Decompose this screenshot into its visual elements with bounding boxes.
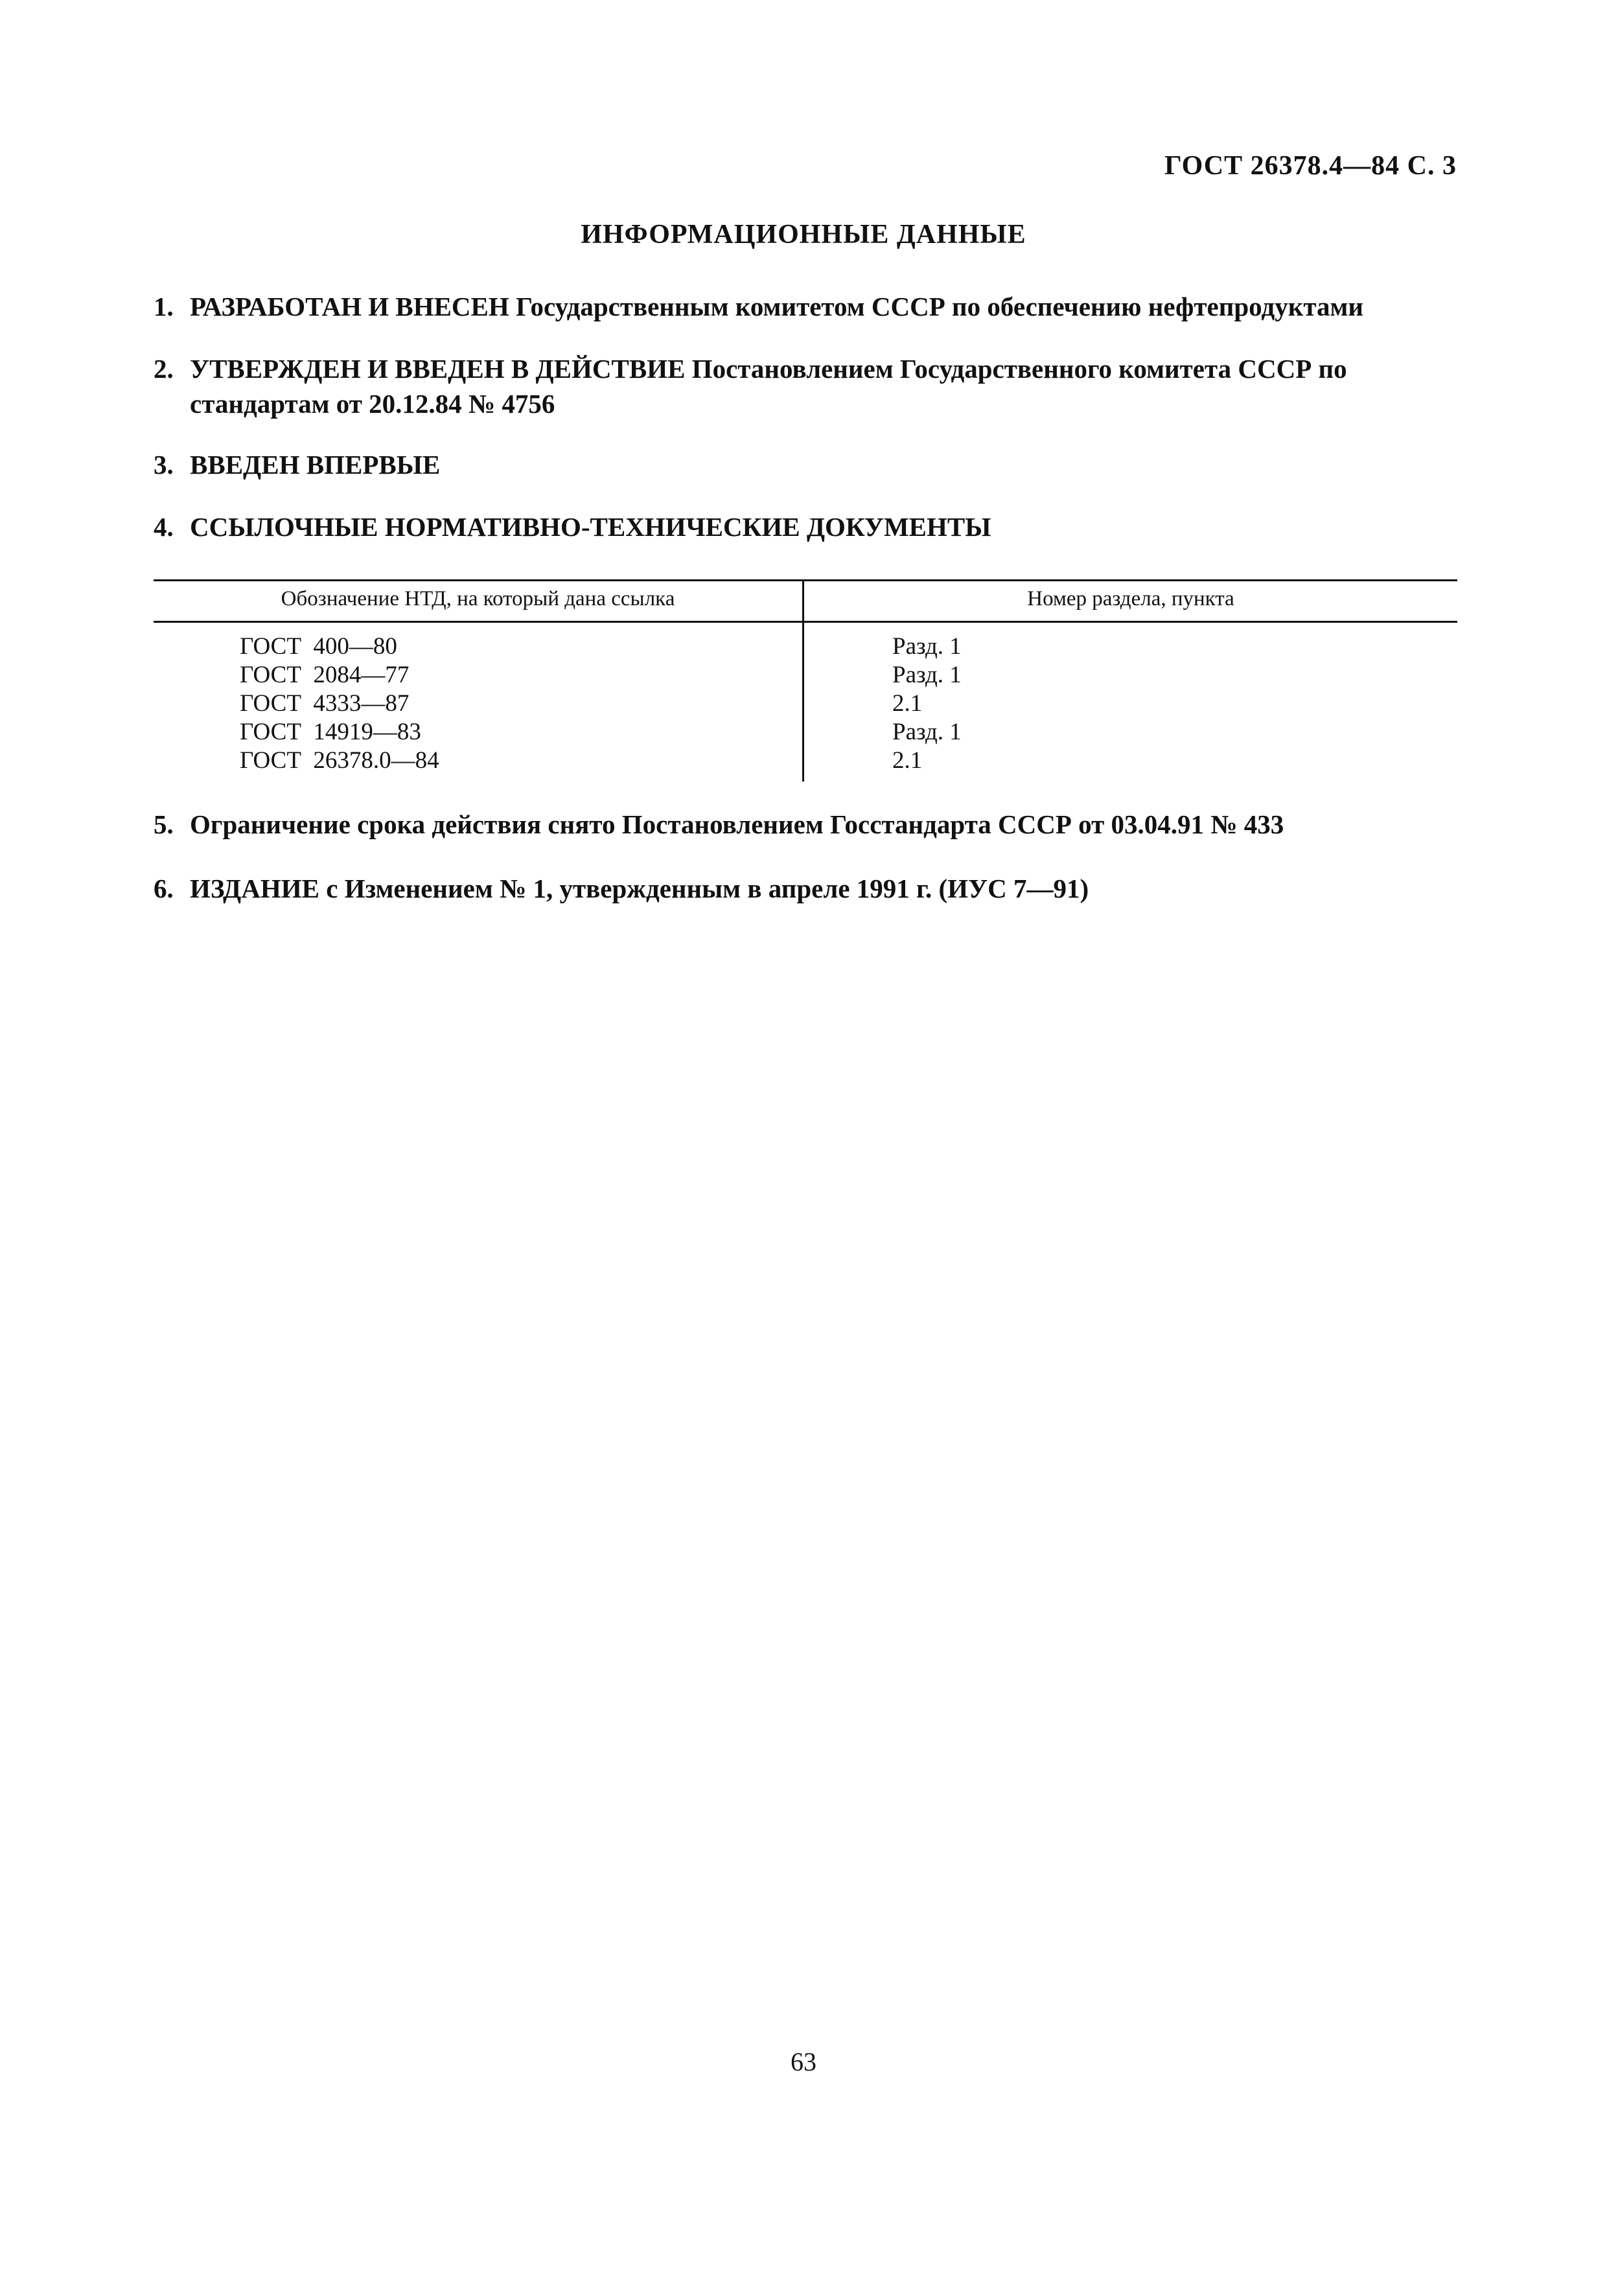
item-number: 1.	[154, 292, 174, 321]
item-number: 3.	[154, 450, 174, 480]
item-number: 4.	[154, 512, 174, 542]
item-text: ВВЕДЕН ВПЕРВЫЕ	[190, 450, 441, 480]
item-text: РАЗРАБОТАН И ВНЕСЕН Государственным комитетом СССР по обеспечению нефтепродуктами	[190, 292, 1364, 321]
item-number: 5.	[154, 809, 174, 839]
table-body	[154, 632, 1457, 775]
reference-documents-table	[154, 579, 1457, 782]
item-number: 2.	[154, 354, 174, 384]
cell-document: ГОСТ 26378.0—84	[240, 747, 439, 774]
table-row	[154, 632, 1457, 661]
item-text: Ограничение срока действия снято Постановлением Госстандарта СССР от 03.04.91 № 433	[190, 809, 1284, 839]
table-row	[154, 747, 1457, 775]
info-item-2	[154, 351, 1457, 421]
cell-section: Разд. 1	[892, 719, 962, 745]
cell-section: Разд. 1	[892, 633, 962, 660]
section-title: ИНФОРМАЦИОННЫЕ ДАННЫЕ	[581, 220, 1026, 249]
item-text: ССЫЛОЧНЫЕ НОРМАТИВНО-ТЕХНИЧЕСКИЕ ДОКУМЕНТЫ	[190, 512, 991, 542]
table-row	[154, 690, 1457, 718]
cell-document: ГОСТ 4333—87	[240, 690, 410, 717]
table-row	[154, 718, 1457, 747]
table-header-document: Обозначение НТД, на который дана ссылка	[281, 587, 675, 610]
info-item-6	[154, 871, 1457, 906]
item-text: УТВЕРЖДЕН И ВВЕДЕН В ДЕЙСТВИЕ Постановлением Государственного комитета СССР по стандартам от 20.12.84 № 4756	[190, 354, 1347, 419]
info-item-3	[154, 447, 1457, 482]
info-item-4	[154, 509, 1457, 544]
cell-section: 2.1	[892, 690, 923, 717]
cell-document: ГОСТ 2084—77	[240, 662, 410, 688]
item-text: ИЗДАНИЕ с Изменением № 1, утвержденным в апреле 1991 г. (ИУС 7—91)	[190, 874, 1089, 903]
cell-document: ГОСТ 400—80	[240, 633, 397, 660]
page-number: 63	[791, 2047, 816, 2076]
page-header-doc-ref: ГОСТ 26378.4—84 С. 3	[1164, 151, 1457, 181]
info-item-1	[154, 289, 1457, 324]
table-header-rule	[154, 621, 1457, 623]
cell-section: 2.1	[892, 747, 923, 774]
item-number: 6.	[154, 874, 174, 903]
info-item-5	[154, 807, 1457, 842]
table-row	[154, 661, 1457, 690]
table-top-rule	[154, 579, 1457, 581]
table-header-section: Номер раздела, пункта	[1027, 587, 1234, 610]
cell-section: Разд. 1	[892, 662, 962, 688]
cell-document: ГОСТ 14919—83	[240, 719, 421, 745]
